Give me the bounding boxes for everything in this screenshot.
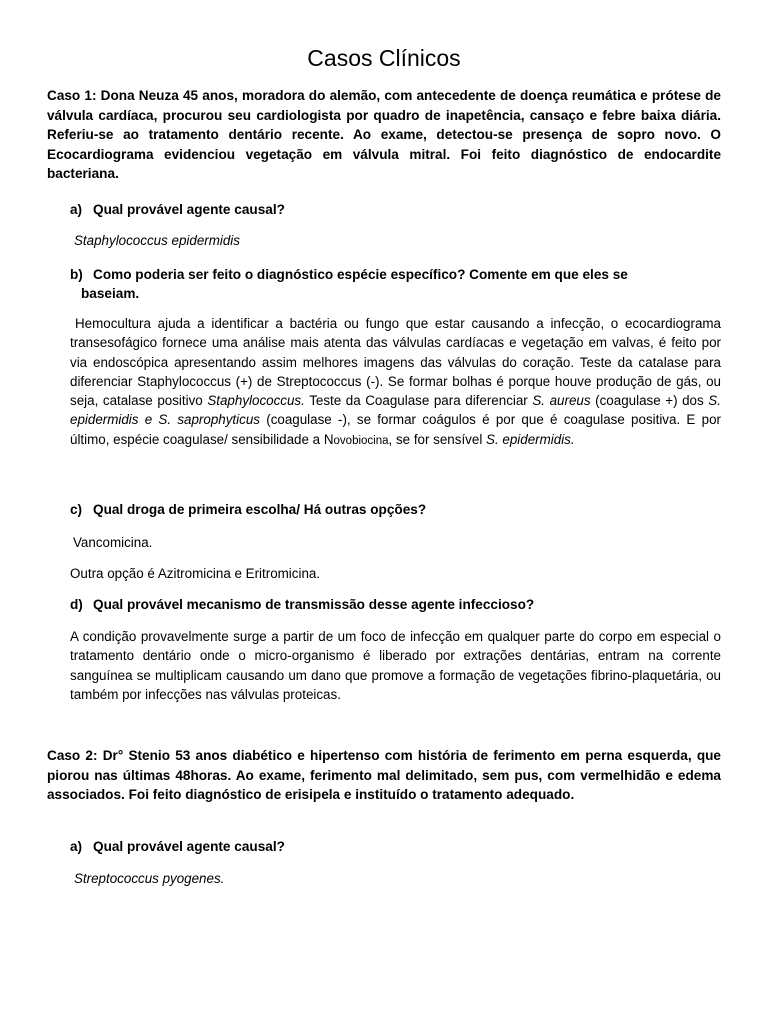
case-1-question-c: [70, 500, 721, 519]
question-text: Qual provável mecanismo de transmissão desse agente infeccioso?: [93, 597, 535, 612]
answer-b-part2: Teste da Coagulase para diferenciar: [309, 393, 528, 409]
case-2-question-a: [70, 837, 721, 856]
answer-b-staph: Staphylococcus.: [207, 393, 305, 409]
case-1-answer-b: [70, 314, 721, 451]
question-label: a): [70, 839, 83, 854]
case-2-description: Caso 2: Dr° Stenio 53 anos diabético e hipertenso com história de ferimento em perna esquerda, que piorou nas últimas 48horas. Ao exame, ferimento mal delimitado, sem pus, com vermelhidão e edema associados. Foi feito diagnóstico de erisipela e instituído o tratamento adequado.: [47, 748, 721, 803]
case-1-answer-a: Staphylococcus epidermidis: [74, 233, 240, 248]
case-1-answer-c2: Outra opção é Azitromicina e Eritromicina.: [70, 566, 321, 581]
case-1-answer-c1: Vancomicina.: [73, 535, 153, 550]
case-1-question-b: [70, 265, 721, 303]
case-1-answer-d: A condição provavelmente surge a partir de um foco de infecção em qualquer parte do corpo em especial o tratamento dentário onde o micro-organismo é liberado por extrações dentárias, entram na corrente sanguínea se multiplicam causando um dano que promove a formação de vegetações fibrino-plaquetária, ou também por infecções nas válvulas proteicas.: [70, 629, 721, 702]
question-text: Qual provável agente causal?: [93, 202, 285, 217]
answer-b-s-epi-end: S. epidermidis.: [486, 431, 575, 447]
answer-b-s-aureus: S. aureus: [532, 393, 591, 409]
question-label: a): [70, 202, 83, 217]
answer-b-s-epi-sap: S. epidermidis e S. saprophyticus: [70, 393, 721, 428]
answer-b-novo-n: N: [323, 431, 334, 447]
answer-b-part1: Hemocultura ajuda a identificar a bactéria ou fungo que estar causando a infecção, o ecocardiograma transesofágico fornece uma análise mais atenta das válvulas cardíacas e vegetação em valvas, é feito por via endoscópica apresentando assim melhores imagens das válvulas do coração. Teste da catalase para diferenciar Staphylococcus (+) de Streptococcus (-). Se formar bolhas é porque houve produção de gás, ou seja, catalase positivo: [70, 316, 721, 409]
answer-b-part4: (coagulase -), se formar coágulos é por que é coagulase positiva. E por último, espécie coagulase/ sensibilidade a: [70, 412, 721, 447]
question-text: Qual provável agente causal?: [93, 839, 285, 854]
question-label: c): [70, 502, 83, 517]
case-1-question-a: [70, 200, 721, 219]
case-1-question-d: [70, 595, 721, 614]
question-text-line1: Como poderia ser feito o diagnóstico espécie específico? Comente em que eles se: [93, 267, 628, 282]
question-label: d): [70, 597, 83, 612]
question-label: b): [70, 267, 83, 282]
page-title: Casos Clínicos: [307, 45, 461, 71]
case-1-description: Caso 1: Dona Neuza 45 anos, moradora do alemão, com antecedente de doença reumática e prótese de válvula cardíaca, procurou seu cardiologista por quadro de inapetência, cansaço e febre baixa diária. Referiu-se ao tratamento dentário recente. Ao exame, detectou-se presença de sopro novo. O Ecocardiograma evidenciou vegetação em válvula mitral. Foi feito diagnóstico de endocardite bacteriana.: [47, 88, 721, 182]
answer-b-part3: (coagulase +) dos: [595, 393, 704, 409]
question-text-line2: baseiam.: [81, 286, 140, 301]
case-2-answer-a: Streptococcus pyogenes.: [74, 871, 225, 886]
question-text: Qual droga de primeira escolha/ Há outras opções?: [93, 502, 427, 517]
answer-b-novo-rest: ovobiocina: [333, 434, 389, 447]
answer-b-part5: , se for sensível: [388, 431, 483, 447]
